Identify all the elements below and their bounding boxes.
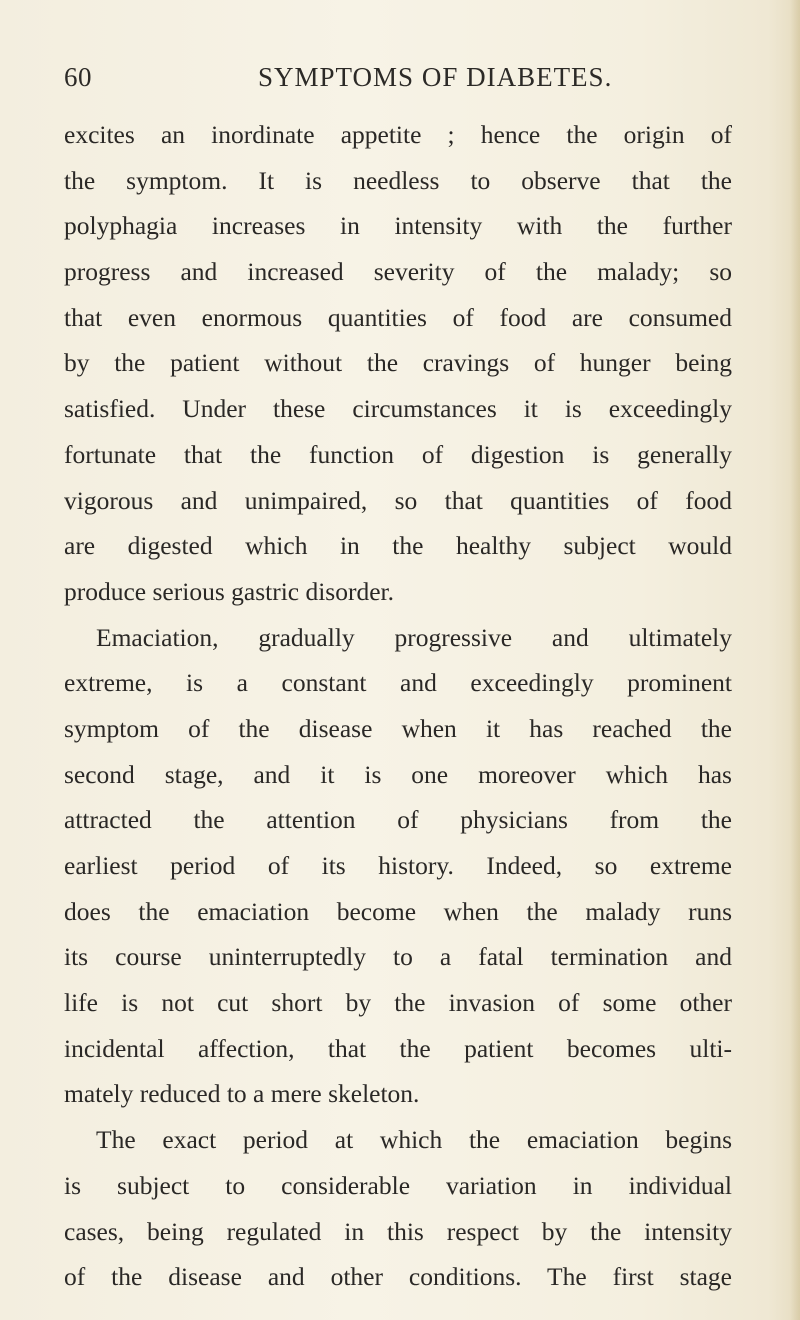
text-line: fortunate that the function of digestion is generally	[64, 439, 732, 469]
text-line: excites an inordinate appetite ; hence the origin of	[64, 120, 732, 149]
text-line: of the disease and other conditions. The first stage	[64, 1262, 732, 1292]
page-edge-shadow	[790, 0, 800, 1320]
text-line: incidental affection, that the patient becomes ulti-	[64, 1033, 732, 1063]
paragraph-end-line: mately reduced to a mere skeleton.	[64, 1079, 420, 1109]
text-line: symptom of the disease when it has reached the	[64, 713, 732, 743]
text-line: does the emaciation become when the malady runs	[64, 896, 732, 926]
text-line: earliest period of its history. Indeed, so extreme	[64, 851, 732, 880]
paragraph-start-line: The exact period at which the emaciation begins	[96, 1125, 732, 1155]
text-line: extreme, is a constant and exceedingly prominent	[64, 668, 732, 698]
paragraph-start-line: Emaciation, gradually progressive and ultimately	[96, 622, 732, 652]
page-number: 60	[64, 62, 92, 92]
running-header	[0, 62, 800, 98]
text-line: is subject to considerable variation in individual	[64, 1170, 732, 1200]
text-line: that even enormous quantities of food are consumed	[64, 302, 732, 332]
text-line: its course uninterruptedly to a fatal termination and	[64, 942, 732, 972]
text-line: satisfied. Under these circumstances it is exceedingly	[64, 394, 732, 424]
text-line: cases, being regulated in this respect by the intensity	[64, 1216, 732, 1246]
text-line: vigorous and unimpaired, so that quantities of food	[64, 485, 732, 515]
text-line: by the patient without the cravings of hunger being	[64, 348, 732, 378]
text-line: attracted the attention of physicians from the	[64, 805, 732, 835]
paragraph-end-line: produce serious gastric disorder.	[64, 576, 394, 606]
text-line: life is not cut short by the invasion of some other	[64, 988, 732, 1018]
text-line: second stage, and it is one moreover which has	[64, 759, 732, 789]
body-text	[64, 112, 732, 1300]
text-line: are digested which in the healthy subject would	[64, 531, 732, 561]
text-line: progress and increased severity of the malady; so	[64, 257, 732, 287]
text-line: polyphagia increases in intensity with the further	[64, 211, 732, 241]
running-title: SYMPTOMS OF DIABETES.	[258, 62, 613, 92]
text-line: the symptom. It is needless to observe that the	[64, 165, 732, 195]
